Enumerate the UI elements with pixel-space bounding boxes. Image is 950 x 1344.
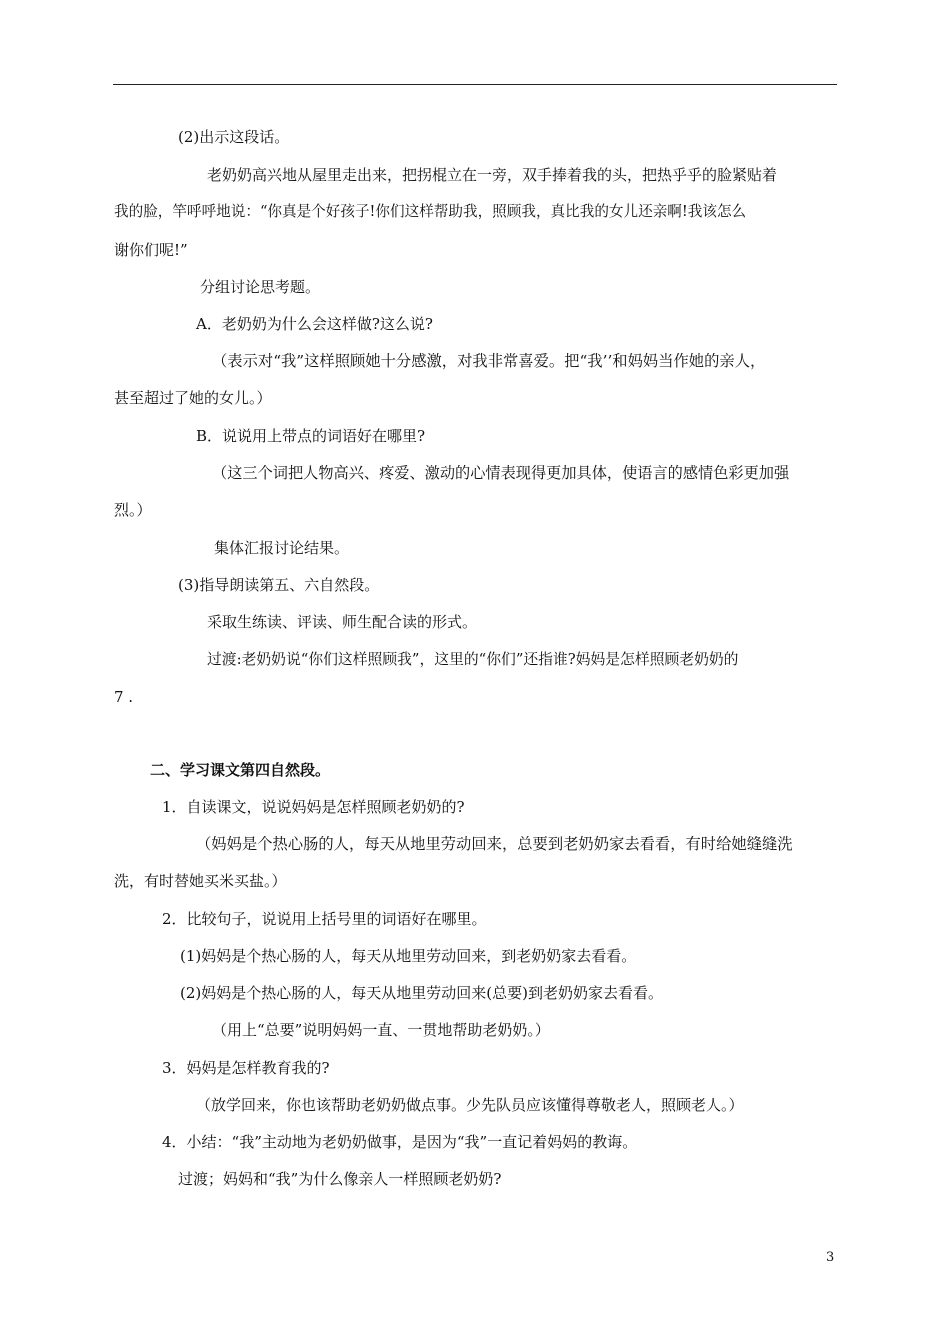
text-line: A．老奶奶为什么会这样做?这么说? — [196, 315, 433, 333]
text-line: (2)妈妈是个热心肠的人，每天从地里劳动回来(总要)到老奶奶家去看看。 — [180, 984, 663, 1002]
text-line: 甚至超过了她的女儿。） — [114, 389, 272, 407]
text-line: B．说说用上带点的词语好在哪里? — [196, 427, 426, 445]
text-line: (1)妈妈是个热心肠的人，每天从地里劳动回来，到老奶奶家去看看。 — [180, 947, 637, 965]
text-line: 过渡；妈妈和“我”为什么像亲人一样照顾老奶奶? — [178, 1170, 502, 1188]
text-line: 2．比较句子，说说用上括号里的词语好在哪里。 — [162, 910, 487, 928]
text-line: 烈。） — [114, 501, 152, 519]
page-number: 3 — [826, 1250, 835, 1265]
text-line: 洗，有时替她买米买盐。） — [114, 872, 287, 890]
text-line: 3．妈妈是怎样教育我的? — [162, 1059, 330, 1077]
text-line: 集体汇报讨论结果。 — [214, 539, 350, 557]
text-line: 我的脸，竿呼呼地说：“你真是个好孩子!你们这样帮助我，照顾我，真比我的女儿还亲啊!我该怎么 — [114, 203, 747, 220]
text-line: 采取生练读、评读、师生配合读的形式。 — [207, 613, 478, 631]
header-rule — [113, 84, 837, 85]
text-line: 4．小结：“我”主动地为老奶奶做事，是因为“我”一直记着妈妈的教诲。 — [162, 1133, 638, 1151]
text-line: (3)指导朗读第五、六自然段。 — [178, 576, 380, 594]
text-line: （放学回来，你也该帮助老奶奶做点事。少先队员应该懂得尊敬老人，照顾老人。） — [196, 1096, 744, 1114]
text-line: (2)出示这段话。 — [178, 128, 290, 146]
text-line: 1．自读课文，说说妈妈是怎样照顾老奶奶的? — [162, 798, 465, 816]
text-line: （表示对“我”这样照顾她十分感激，对我非常喜爱。把“我’’和妈妈当作她的亲人， — [212, 352, 766, 370]
text-line: 老奶奶高兴地从屋里走出来，把拐棍立在一旁，双手捧着我的头，把热乎乎的脸紧贴着 — [207, 166, 778, 184]
text-line: （用上“总要”说明妈妈一直、一贯地帮助老奶奶。） — [212, 1021, 550, 1039]
text-line: （这三个词把人物高兴、疼爱、激动的心情表现得更加具体，使语言的感情色彩更加强 — [212, 464, 790, 482]
text-line: 7 . — [114, 688, 134, 706]
text-line: 过渡:老奶奶说“你们这样照顾我”，这里的“你们”还指谁?妈妈是怎样照顾老奶奶的 — [207, 651, 739, 668]
text-line: 分组讨论思考题。 — [200, 278, 321, 296]
text-line: 谢你们呢!” — [114, 241, 188, 259]
text-line: （妈妈是个热心肠的人，每天从地里劳动回来，总要到老奶奶家去看看，有时给她缝缝洗 — [196, 835, 793, 853]
section-heading: 二、学习课文第四自然段。 — [150, 761, 331, 779]
